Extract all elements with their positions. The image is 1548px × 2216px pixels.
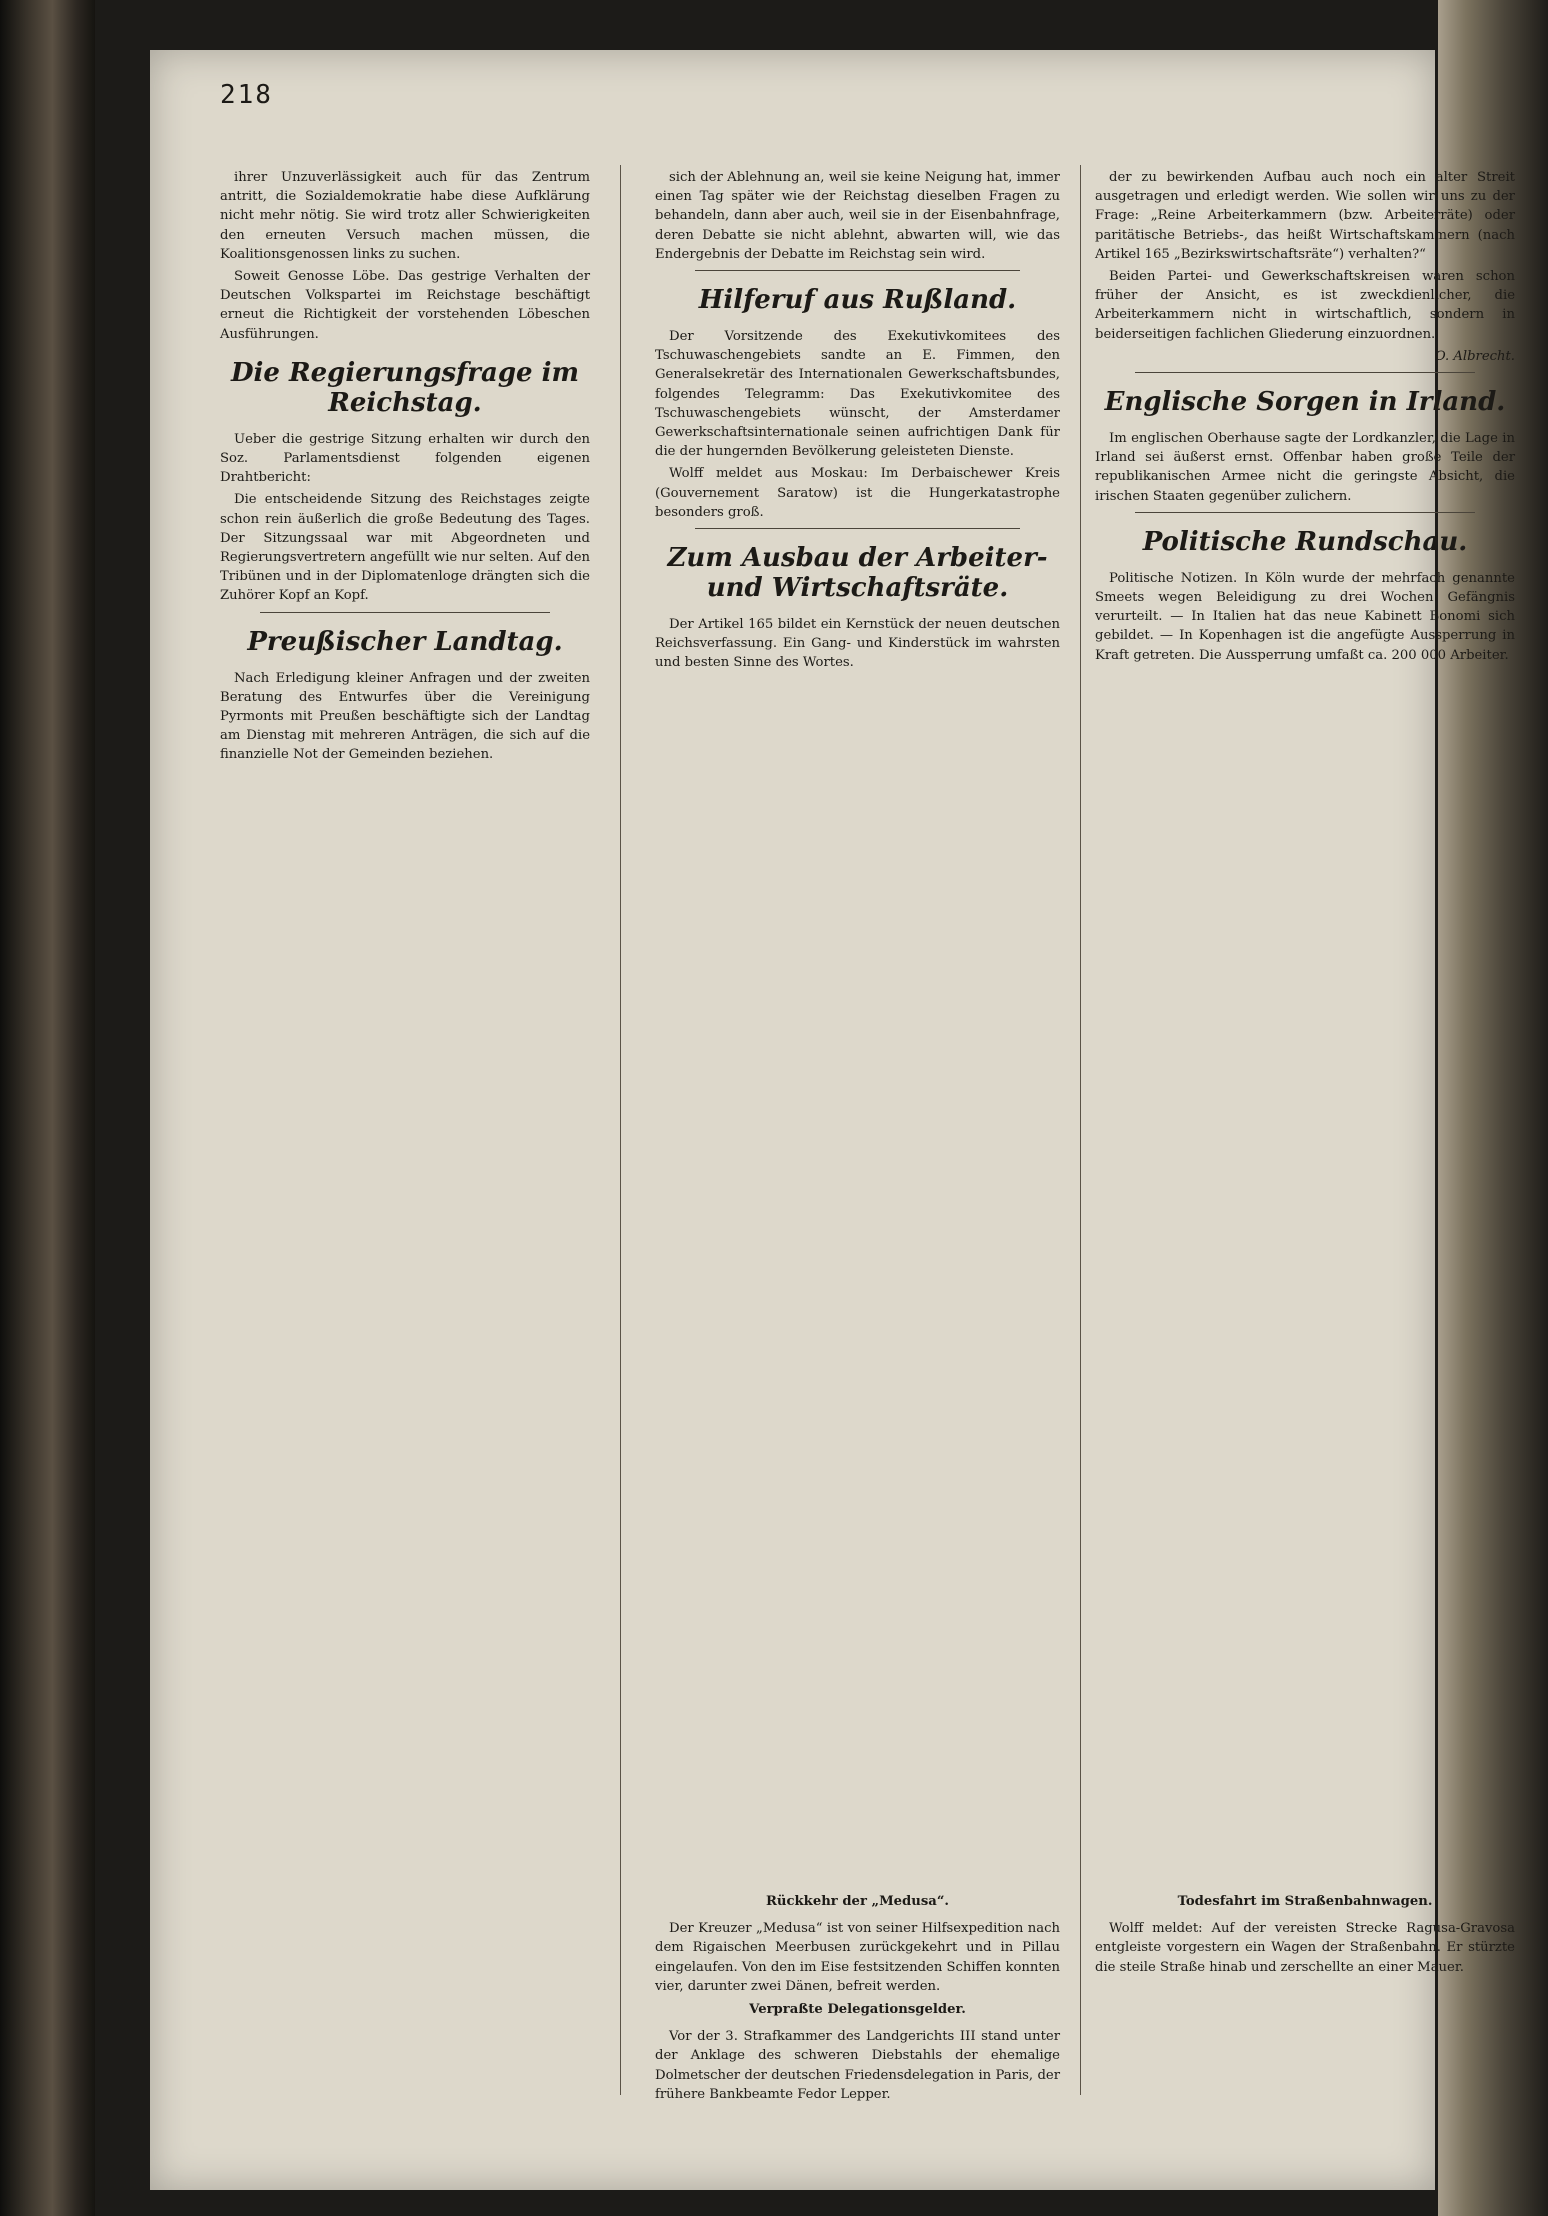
paragraph: Wolff meldet aus Moskau: Im Derbaischewer Kreis (Gouvernement Saratow) ist die Hungerkatastrophe besonders groß. <box>655 466 1060 520</box>
separator <box>1135 372 1475 373</box>
signature: O. Albrecht. <box>1434 348 1515 364</box>
bottom-box-2 <box>1095 1888 1515 1980</box>
separator <box>695 528 1020 529</box>
paragraph: Der Vorsitzende des Exekutivkomitees des Tschuwaschengebiets sandte an E. Fimmen, den Generalsekretär des Internationalen Gewerkschaftsbundes, folgendes Telegramm: Das Exekutivkomitee des Tschuwaschengebiets wünscht, der Amsterdamer Gewerkschaftsinternationale seinen aufrichtigen Dank für die der hungernden Bevölkerung geleisteten Dienste. <box>655 329 1060 460</box>
paragraph: Der Artikel 165 bildet ein Kernstück der neuen deutschen Reichsverfassung. Ein Gang- und Kinderstück im wahrsten und besten Sinne des Wortes. <box>655 617 1060 671</box>
headline: Die Regierungsfrage im Reichstag. <box>231 357 579 418</box>
column-rule <box>620 165 621 2095</box>
paragraph: Soweit Genosse Löbe. Das gestrige Verhalten der Deutschen Volkspartei im Reichstage beschäftigt erneut die Richtigkeit der vorstehenden Löbeschen Ausführungen. <box>220 269 590 342</box>
paragraph: Politische Notizen. In Köln wurde der mehrfach genannte Smeets wegen Beleidigung zu drei Wochen Gefängnis verurteilt. — In Italien hat das neue Kabinett Bonomi sich gebildet. — In Kopenhagen ist die angefügte Aussperrung in Kraft getreten. Die Aussperrung umfaßt ca. 200 000 Arbeiter. <box>1095 570 1515 663</box>
paragraph: Vor der 3. Strafkammer des Landgerichts III stand unter der Anklage des schweren Diebstahls der ehemalige Dolmetscher der deutschen Friedensdelegation in Paris, der frühere Bankbeamte Fedor Lepper. <box>655 2029 1060 2102</box>
paragraph: Ueber die gestrige Sitzung erhalten wir durch den Soz. Parlamentsdienst folgenden eigenen Drahtbericht: <box>220 431 590 486</box>
binding-edge-left <box>0 0 95 2216</box>
headline: Politische Rundschau. <box>1142 526 1468 557</box>
box-title: Todesfahrt im Straßenbahnwagen. <box>1177 1894 1433 1909</box>
separator <box>695 270 1020 271</box>
paragraph: Die entscheidende Sitzung des Reichstages zeigte schon rein äußerlich die große Bedeutung des Tages. Der Sitzungssaal war mit Abgeordneten und Regierungsvertretern angefüllt wie nur selten. Auf den Tribünen und in der Diplomatenloge drängten sich die Zuhörer Kopf an Kopf. <box>220 492 590 604</box>
box-title: Rückkehr der „Medusa“. <box>765 1894 950 1909</box>
paragraph: Der Kreuzer „Medusa“ ist von seiner Hilfsexpedition nach dem Rigaischen Meerbusen zurückgekehrt und in Pillau eingelaufen. Von den im Eise festsitzenden Schiffen konnten vier, darunter zwei Dänen, befreit werden. <box>655 1921 1061 1994</box>
column-2 <box>655 168 1060 676</box>
box-title: Verpraßte Delegationsgelder. <box>749 2002 966 2018</box>
separator <box>260 612 550 613</box>
column-3 <box>1095 168 1515 668</box>
headline: Zum Ausbau der Arbeiter- und Wirtschaftsräte. <box>667 543 1048 604</box>
paragraph: Beiden Partei- und Gewerkschaftskreisen waren schon früher der Ansicht, es ist zweckdienlicher, die Arbeiterkammern nicht in wirtschaftlich, sondern in beiderseitigen fachlichen Gliederung einzuordnen. <box>1095 269 1515 342</box>
paragraph: Nach Erledigung kleiner Anfragen und der zweiten Beratung des Entwurfes über die Vereinigung Pyrmonts mit Preußen beschäftigte sich der Landtag am Dienstag mit mehreren Anträgen, die sich auf die finanzielle Not der Gemeinden beziehen. <box>220 670 590 763</box>
paragraph: Wolff meldet: Auf der vereisten Strecke Ragusa-Gravosa entgleiste vorgestern ein Wagen der Straßenbahn. Er stürzte die steile Straße hinab und zerschellte an einer Mauer. <box>1095 1921 1515 1975</box>
headline: Preußischer Landtag. <box>247 626 563 657</box>
column-1 <box>220 168 590 768</box>
headline: Hilferuf aus Rußland. <box>698 285 1017 316</box>
bottom-box-1 <box>655 1888 1060 2107</box>
newspaper-page <box>150 50 1515 2190</box>
headline: Englische Sorgen in Irland. <box>1104 387 1506 418</box>
paragraph: Im englischen Oberhause sagte der Lordkanzler, die Lage in Irland sei äußerst ernst. Offenbar haben große Teile der republikanischen Armee nicht die geringste Absicht, die irischen Staaten gegenüber zulichern. <box>1095 431 1515 504</box>
column-rule <box>1080 165 1081 2095</box>
paragraph: sich der Ablehnung an, weil sie keine Neigung hat, immer einen Tag später wie der Reichstag dieselben Fragen zu behandeln, dann aber auch, weil sie in der Eisenbahnfrage, deren Debatte sie nicht ablehnt, abwarten will, wie das Endergebnis der Debatte im Reichstag sein wird. <box>655 170 1060 262</box>
paragraph: ihrer Unzuverlässigkeit auch für das Zentrum antritt, die Sozialdemokratie habe diese Aufklärung nicht mehr nötig. Sie wird trotz aller Schwierigkeiten den erneuten Versuch machen müssen, die Koalitionsgenossen links zu suchen. <box>220 170 590 262</box>
paragraph: der zu bewirkenden Aufbau auch noch ein alter Streit ausgetragen und erledigt werden. Wie sollen wir uns zu der Frage: „Reine Arbeiterkammern (bzw. Arbeiterräte) oder paritätische Betriebs-, das heißt Wirtschaftskammern (nach Artikel 165 „Bezirkswirtschaftsräte“) verhalten?“ <box>1095 170 1515 262</box>
separator <box>1135 512 1475 513</box>
page-number: 218 <box>220 80 273 110</box>
